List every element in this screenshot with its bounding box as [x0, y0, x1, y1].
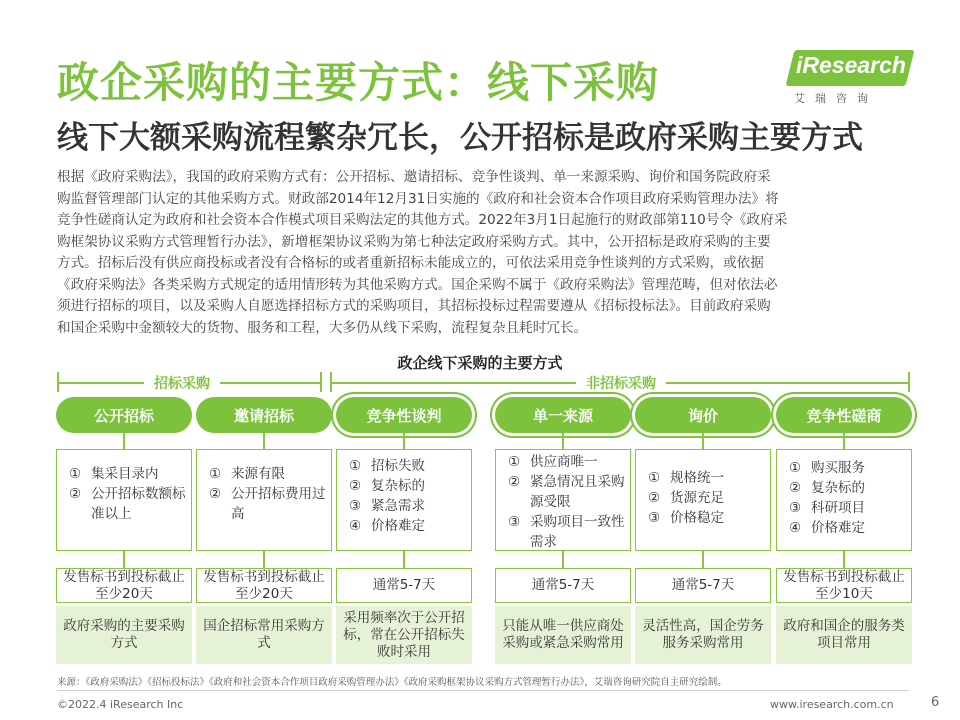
feature-item: [789, 458, 907, 478]
features-box: [196, 449, 332, 551]
feature-text: 供应商唯一: [530, 454, 598, 470]
connector: [263, 551, 265, 568]
feature-text: 科研项目: [811, 500, 865, 516]
intro-line: 方式。招标后没有供应商投标或者没有合格标的或者重新招标未能成立的，可依法采用竞争性谈判的方式采购，或依据: [57, 255, 764, 271]
feature-marker: ①: [508, 454, 521, 470]
feature-item: [508, 472, 626, 512]
feature-item: [69, 484, 187, 524]
feature-marker: ②: [69, 486, 82, 502]
feature-text: 公开招标数额标准以上: [91, 486, 186, 522]
feature-item: [789, 478, 907, 498]
time-box: 通常5-7天: [336, 568, 472, 603]
feature-text: 紧急情况且采购源受限: [530, 474, 625, 510]
feature-item: [508, 512, 626, 552]
feature-marker: ④: [349, 518, 362, 534]
connector: [702, 433, 704, 449]
feature-marker: ③: [508, 514, 521, 530]
method-name: 邀请招标: [196, 397, 332, 433]
connector: [403, 433, 405, 449]
intro-paragraph: [57, 167, 909, 339]
copyright: ©2022.4 iResearch Inc: [57, 698, 184, 711]
feature-item: [349, 516, 467, 536]
method-name: 询价: [635, 397, 771, 433]
connector: [123, 551, 125, 568]
feature-marker: ③: [349, 498, 362, 514]
intro-line: 购框架协议采购方式管理暂行办法》，新增框架协议采购为第七种法定政府采购方式。其中，公开招标是政府采购的主要: [57, 233, 771, 250]
connector: [263, 433, 265, 449]
method-name: 竞争性谈判: [336, 397, 472, 433]
feature-marker: ①: [349, 458, 362, 474]
method-column-invited-tender: [196, 397, 332, 664]
feature-marker: ②: [349, 478, 362, 494]
feature-marker: ①: [789, 460, 802, 476]
connector: [403, 551, 405, 568]
source-note: 来源：《政府采购法》《招标投标法》《政府和社会资本合作项目政府采购管理办法》《政府采购框架协议采购方式管理暂行办法》，艾瑞咨询研究院自主研究绘制。: [57, 677, 727, 688]
non-bidding-group-label: 非招标采购: [576, 373, 666, 393]
feature-item: [349, 456, 467, 476]
feature-text: 价格稳定: [670, 510, 724, 526]
usage-box: 灵活性高，国企劳务服务采购常用: [635, 606, 771, 664]
method-column-open-tender: [56, 397, 192, 664]
method-name: 公开招标: [56, 397, 192, 433]
intro-line: 《政府采购法》各类采购方式规定的适用情形转为其他采购方式。国企采购不属于《政府采购法》管理范畴，但对依法必: [57, 276, 778, 293]
feature-text: 采购项目一致性需求: [530, 514, 625, 550]
feature-marker: ③: [789, 500, 802, 516]
time-box: 通常5-7天: [495, 568, 631, 603]
feature-item: [508, 452, 626, 472]
intro-line: 竞争性磋商认定为政府和社会资本合作模式项目采购法定的其他方式。2022年3月1日起施行的财政部第110号令《政府采: [57, 212, 788, 228]
feature-text: 紧急需求: [371, 498, 425, 514]
feature-marker: ②: [648, 490, 661, 506]
features-box: [635, 449, 771, 551]
feature-item: [349, 496, 467, 516]
intro-line: 须进行招标的项目，以及采购人自愿选择招标方式的采购项目，其招标投标过程需要遵从《招标投标法》。目前政府采购: [57, 298, 771, 314]
feature-text: 复杂标的: [811, 480, 865, 496]
features-box: [495, 449, 631, 551]
feature-item: [349, 476, 467, 496]
feature-item: [789, 498, 907, 518]
feature-item: [648, 488, 766, 508]
feature-text: 招标失败: [371, 458, 425, 474]
intro-line: 和国企采购中金额较大的货物、服务和工程，大多仍从线下采购，流程复杂且耗时冗长。: [57, 319, 588, 336]
page-title: 政企采购的主要方式：线下采购: [57, 58, 660, 107]
method-column-competitive-negotiation: [336, 397, 472, 664]
intro-line: 购监督管理部门认定的其他采购方式。财政部2014年12月31日实施的《政府和社会资本合作项目政府采购管理办法》将: [57, 190, 779, 207]
feature-marker: ②: [789, 480, 802, 496]
feature-text: 规格统一: [670, 470, 724, 486]
feature-marker: ①: [69, 466, 82, 482]
feature-item: [648, 468, 766, 488]
feature-marker: ③: [648, 510, 661, 526]
connector: [843, 433, 845, 449]
feature-item: [69, 464, 187, 484]
page-number: 6: [931, 695, 940, 710]
feature-marker: ②: [508, 474, 521, 490]
intro-line: 根据《政府采购法》，我国的政府采购方式有：公开招标、邀请招标、竞争性谈判、单一来源采购、询价和国务院政府采: [57, 169, 771, 185]
usage-box: 政府采购的主要采购方式: [56, 606, 192, 664]
feature-text: 价格难定: [811, 520, 865, 536]
feature-text: 价格难定: [371, 518, 425, 534]
feature-text: 复杂标的: [371, 478, 425, 494]
footer-divider: [57, 690, 909, 691]
method-name: 竞争性磋商: [776, 397, 912, 433]
feature-text: 购买服务: [811, 460, 865, 476]
logo-subtitle: 艾瑞咨询: [794, 92, 878, 105]
usage-box: 采用频率次于公开招标，常在公开招标失败时采用: [336, 606, 472, 664]
feature-text: 来源有限: [231, 466, 285, 482]
method-column-competitive-consultation: [776, 397, 912, 664]
connector: [562, 551, 564, 568]
website-link[interactable]: www.iresearch.com.cn: [770, 698, 894, 711]
connector: [702, 551, 704, 568]
usage-box: 国企招标常用采购方式: [196, 606, 332, 664]
feature-text: 集采目录内: [91, 466, 159, 482]
feature-text: 货源充足: [670, 490, 724, 506]
time-box: 发售标书到投标截止至少10天: [776, 568, 912, 603]
time-box: 发售标书到投标截止至少20天: [56, 568, 192, 603]
bidding-group-tick-right: [320, 372, 322, 392]
feature-item: [209, 464, 327, 484]
logo-text: iResearch: [796, 52, 906, 78]
connector: [123, 433, 125, 449]
features-box: [336, 449, 472, 551]
features-box: [776, 449, 912, 551]
feature-text: 公开招标费用过高: [231, 486, 326, 522]
non-bidding-group-tick-right: [908, 372, 910, 392]
iresearch-logo: [790, 50, 910, 110]
feature-marker: ①: [648, 470, 661, 486]
usage-box: 政府和国企的服务类项目常用: [776, 606, 912, 664]
connector: [562, 433, 564, 449]
time-box: 发售标书到投标截止至少20天: [196, 568, 332, 603]
connector: [843, 551, 845, 568]
bidding-group-label: 招标采购: [144, 373, 220, 393]
method-column-inquiry: [635, 397, 771, 664]
method-column-single-source: [495, 397, 631, 664]
feature-marker: ④: [789, 520, 802, 536]
time-box: 通常5-7天: [635, 568, 771, 603]
diagram-title: 政企线下采购的主要方式: [397, 354, 563, 372]
method-name: 单一来源: [495, 397, 631, 433]
feature-item: [789, 518, 907, 538]
page-subtitle: 线下大额采购流程繁杂冗长，公开招标是政府采购主要方式: [57, 120, 863, 156]
feature-marker: ②: [209, 486, 222, 502]
feature-marker: ①: [209, 466, 222, 482]
usage-box: 只能从唯一供应商处采购或紧急采购常用: [495, 606, 631, 664]
feature-item: [209, 484, 327, 524]
features-box: [56, 449, 192, 551]
feature-item: [648, 508, 766, 528]
